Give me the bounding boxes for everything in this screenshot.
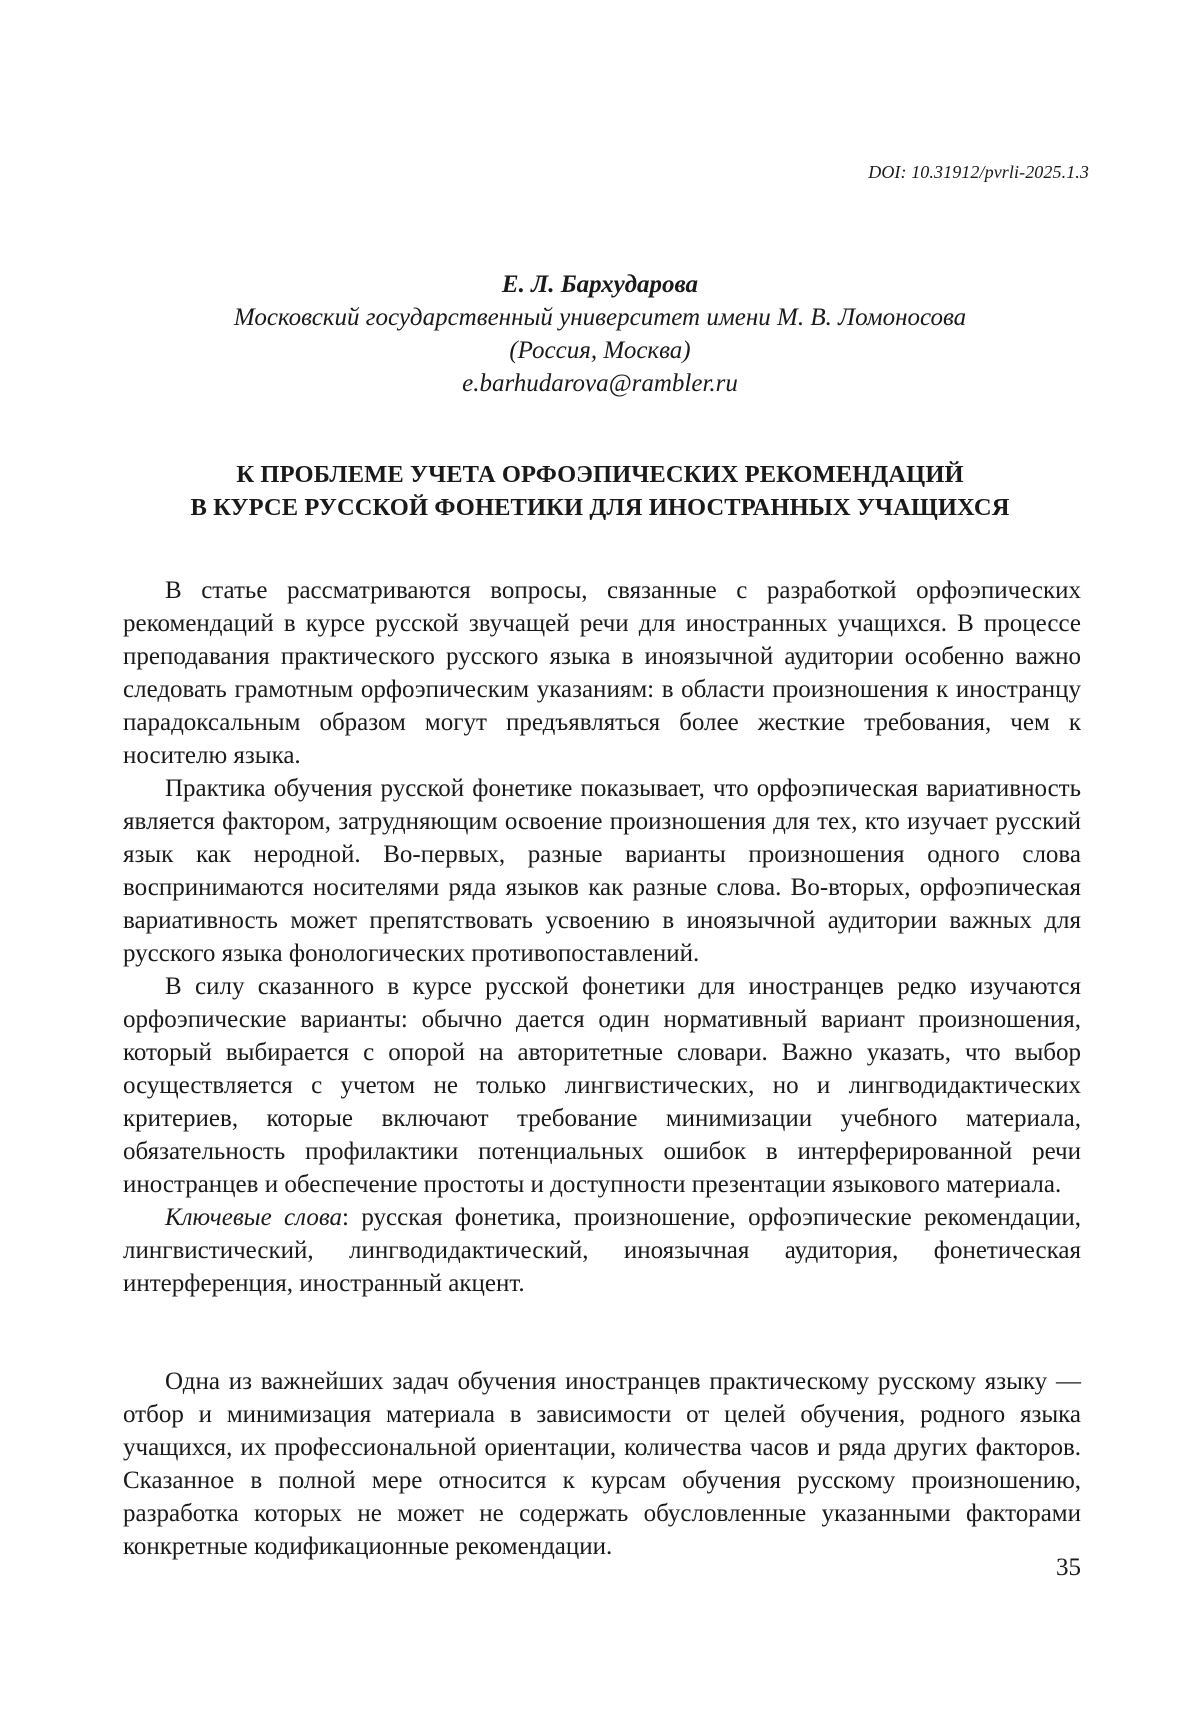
abstract-paragraph-1: В статье рассматриваются вопросы, связанные с разработкой орфоэпических рекомендаций в курсе русской звучащей речи для иностранных учащихся. В процессе преподавания практического русского языка в иноязычной аудитории особенно важно следовать грамотным орфоэпическим указаниям: в области произношения к иностранцу парадоксальным образом могут предъявляться более жесткие требования, чем к носителю языка. bbox=[123, 577, 1081, 769]
article-title bbox=[0, 458, 1200, 524]
author-name: Е. Л. Бархударова bbox=[501, 271, 699, 298]
keywords-label: Ключевые слова bbox=[165, 1204, 343, 1231]
article-title-line-2: В КУРСЕ РУССКОЙ ФОНЕТИКИ ДЛЯ ИНОСТРАННЫХ УЧАЩИХСЯ bbox=[190, 494, 1010, 521]
body-paragraph-1: Одна из важнейших задач обучения иностранцев практическому русскому языку — отбор и минимизация материала в зависимости от целей обучения, родного языка учащихся, их профессиональной ориентации, количества часов и ряда других факторов. Сказанное в полной мере относится к курсам обучения русскому произношению, разработка которых не может не содержать обусловленные указанными факторами конкретные кодификационные рекомендации. bbox=[123, 1368, 1081, 1560]
abstract-paragraph-2: Практика обучения русской фонетике показывает, что орфоэпическая вариативность является фактором, затрудняющим освоение произношения для тех, кто изучает русский язык как неродной. Во-первых, разные варианты произношения одного слова воспринимаются носителями ряда языков как разные слова. Во-вторых, орфоэпическая вариативность может препятствовать усвоению в иноязычной аудитории важных для русского языка фонологических противопоставлений. bbox=[123, 775, 1081, 967]
keywords-paragraph bbox=[123, 1201, 1081, 1300]
doi-label: DOI: 10.31912/pvrli-2025.1.3 bbox=[868, 162, 1089, 182]
abstract bbox=[123, 574, 1081, 1300]
author-affiliation: Московский государственный университет имени М. В. Ломоносова bbox=[233, 304, 967, 331]
author-block bbox=[0, 268, 1200, 400]
author-email: e.barhudarova@rambler.ru bbox=[462, 370, 738, 397]
author-location: (Россия, Москва) bbox=[509, 337, 691, 364]
abstract-paragraph-3: В силу сказанного в курсе русской фонетики для иностранцев редко изучаются орфоэпические варианты: обычно дается один нормативный вариант произношения, который выбирается с опорой на авторитетные словари. Важно указать, что выбор осуществляется с учетом не только лингвистических, но и лингводидактических критериев, которые включают требование минимизации учебного материала, обязательность профилактики потенциальных ошибок в интерферированной речи иностранцев и обеспечение простоты и доступности презентации языкового материала. bbox=[123, 973, 1081, 1198]
page-number: 35 bbox=[1056, 1554, 1081, 1581]
article-body bbox=[123, 1365, 1081, 1563]
keywords-text: : русская фонетика, произношение, орфоэпические рекомендации, лингвистический, лингводидактический, иноязычная аудитория, фонетическая интерференция, иностранный акцент. bbox=[123, 1204, 1082, 1297]
article-title-line-1: К ПРОБЛЕМЕ УЧЕТА ОРФОЭПИЧЕСКИХ РЕКОМЕНДАЦИЙ bbox=[236, 461, 964, 488]
